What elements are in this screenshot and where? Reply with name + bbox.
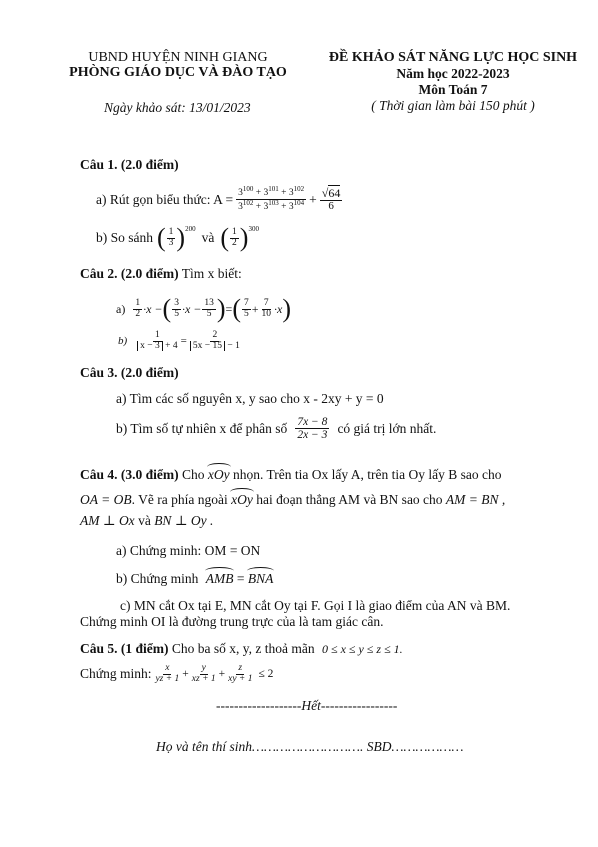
q2-title-line <box>80 266 242 282</box>
q2-a-label: a) <box>116 301 126 316</box>
q3-title: Câu 3. (2.0 điểm) <box>80 365 179 380</box>
header-right-line2: Năm học 2022-2023 <box>396 66 510 81</box>
exam-time: ( Thời gian làm bài 150 phút ) <box>371 98 535 113</box>
q4-line3-c: BN ⊥ Oy . <box>154 513 214 528</box>
q1-b-and: và <box>201 230 215 245</box>
q4-line2-d: AM = BN , <box>445 492 506 507</box>
header-left-line2: PHÒNG GIÁO DỤC VÀ ĐÀO TẠO <box>69 65 287 80</box>
q4-title: Câu 4. (3.0 điểm) <box>80 467 179 482</box>
q4-c1: c) MN cắt Ox tại E, MN cắt Oy tại F. Gọi I là giao điểm của AN và BM. <box>120 598 511 613</box>
q4-c2: Chứng minh OI là đường trung trực của là tam giác cân. <box>80 614 384 629</box>
q4-line2-a: OA = OB <box>80 492 132 507</box>
header-right-line1: ĐỀ KHẢO SÁT NĂNG LỰC HỌC SINH <box>328 50 578 65</box>
exam-date: Ngày khảo sát: 13/01/2023 <box>104 100 251 115</box>
q1-b-label: b) So sánh <box>96 230 153 245</box>
angle-amb: AMB <box>205 571 234 586</box>
footer-candidate: Họ và tên thí sinh………………………. SBD……………… <box>156 739 464 754</box>
q1-title: Câu 1. (2.0 điểm) <box>80 157 179 172</box>
q1-a: a) Rút gọn biểu thức: A = $\frac{3^{100} + 3^{101} + 3^{102}}{3^{102} + 3^{103} + 3^{104}}$ + $\frac{√64}{6}$ <box>96 185 341 213</box>
q5-prove: Chứng minh: $\frac{x}{yz + 1}$ + $\frac{y}{xz + 1}$ + $\frac{z}{xy + 1}$ ≤ 2 <box>80 663 274 684</box>
q3-b-post: có giá trị lớn nhất. <box>337 420 437 436</box>
q1-a-sqrt-fraction: $\frac{√64}{6}$ <box>321 186 341 212</box>
q3-b: b) Tìm số tự nhiên x để phân số $\frac{7x - 8}{2x - 3}$ có giá trị lớn nhất. <box>116 416 437 442</box>
q4-line3-a: AM ⊥ Ox <box>80 513 135 528</box>
angle-bna: BNA <box>247 571 274 586</box>
header-left-line1: UBND HUYỆN NINH GIANG <box>88 50 268 65</box>
q2-title: Câu 2. (2.0 điểm) <box>80 266 179 281</box>
q2-b: b) $\frac{1}{x - 3 + 4}$ = $\frac{2}{5x - 15 - 1}$ <box>118 330 240 351</box>
angle-xoy-2: xOy <box>231 492 253 507</box>
q5-line1 <box>80 641 403 657</box>
q4-line1-b: nhọn. Trên tia Ox lấy A, trên tia Oy lấy B sao cho <box>233 467 502 482</box>
q5-condition: 0 ≤ x ≤ y ≤ z ≤ 1. <box>321 642 403 656</box>
q4-line3 <box>80 513 213 529</box>
q4-line1-a: Cho <box>182 467 205 482</box>
q3-a: a) Tìm các số nguyên x, y sao cho x - 2xy + y = 0 <box>116 391 384 406</box>
q1-a-fraction: $\frac{3^{100} + 3^{101} + 3^{102}}{3^{102} + 3^{103} + 3^{104}}$ <box>238 185 305 213</box>
q4-line1 <box>80 467 501 483</box>
angle-xoy: xOy <box>207 467 230 482</box>
q2-b-label: b) <box>118 335 128 348</box>
q4-line2-b: . Vẽ ra phía ngoài <box>131 492 228 507</box>
q1-a-label: a) Rút gọn biểu thức: A = <box>96 191 234 207</box>
q2-title-rest: Tìm x biết: <box>181 266 242 281</box>
q4-line2-c: hai đoạn thẳng AM và BN sao cho <box>256 492 443 507</box>
q3-b-pre: b) Tìm số tự nhiên x để phân số <box>116 420 288 436</box>
q4-line3-b: và <box>138 513 151 528</box>
q4-line2 <box>80 492 505 508</box>
q1-b: b) So sánh ( $\frac{1}{3}$ ) $^{200}$ và ( $\frac{1}{2}$ ) $^{300}$ <box>96 223 259 252</box>
q4-b-label: b) Chứng minh <box>116 571 199 586</box>
q5-line1-text: Cho ba số x, y, z thoả mãn <box>171 641 315 656</box>
q2-a: a) $\frac{1}{2}$ ·x − ( $\frac{3}{5}$ ·x − $\frac{13}{5}$ ) = ( $\frac{7}{5}$ + $\frac{7}{10}$ ·x ) <box>116 294 292 323</box>
q5-prove-label: Chứng minh: <box>80 666 152 682</box>
header-right-line3: Môn Toán 7 <box>418 82 488 97</box>
q4-a: a) Chứng minh: OM = ON <box>116 543 261 558</box>
end-marker: -------------------Hết----------------- <box>216 698 398 713</box>
q4-b-eq: = <box>236 571 245 586</box>
q5-title: Câu 5. (1 điểm) <box>80 641 169 656</box>
q4-b <box>116 571 273 587</box>
